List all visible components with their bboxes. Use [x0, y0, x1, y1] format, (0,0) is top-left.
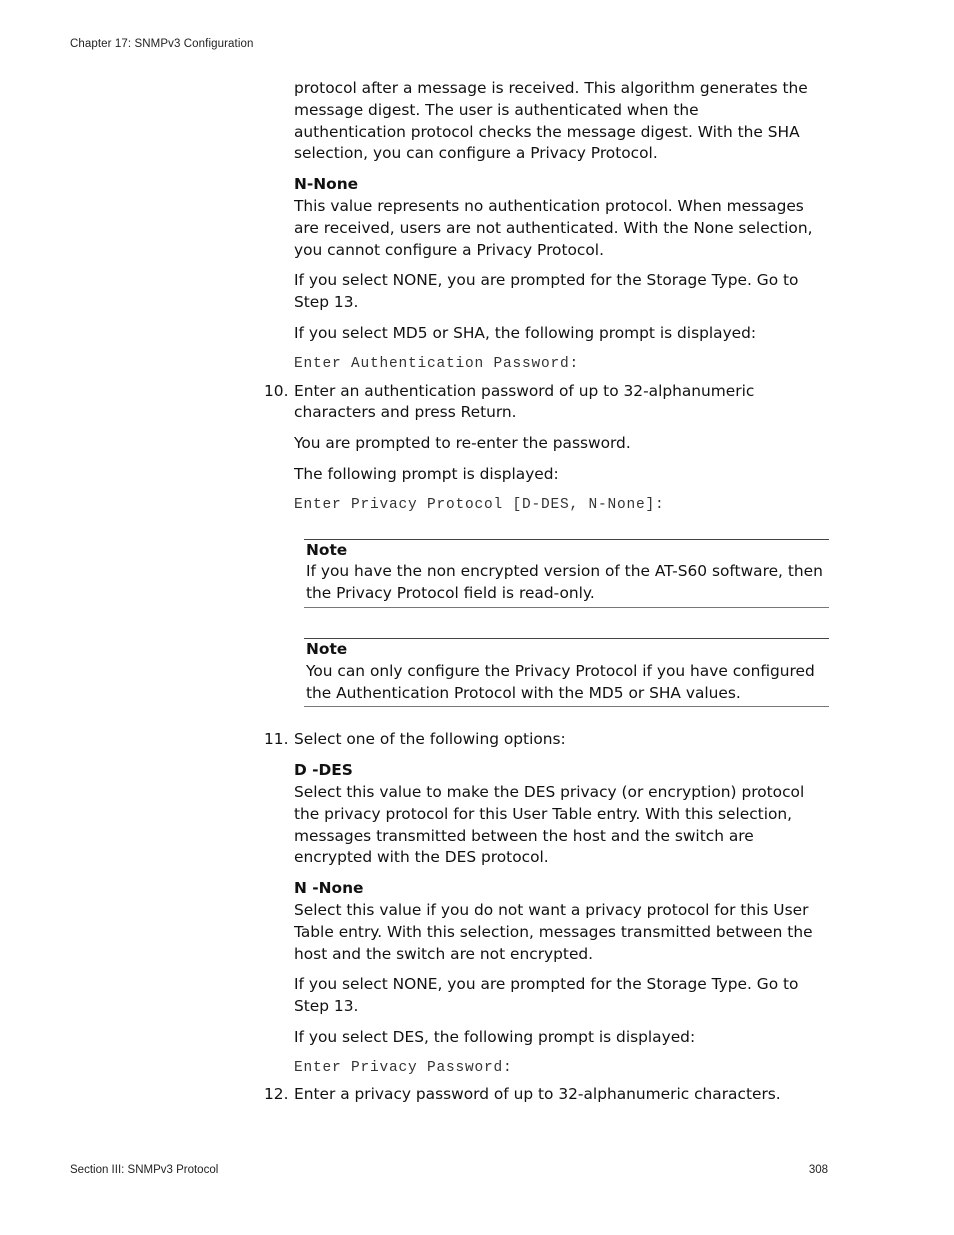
- des-description: Select this value to make the DES privacy (or encryption) protocol the privacy protocol for this User Table entry. With this selection, messages transmitted between the host and the switch are encrypted with the DES protocol.: [294, 782, 805, 867]
- note-box-configure: [304, 638, 829, 707]
- page-body: [264, 78, 823, 1115]
- running-footer-section: Section III: SNMPv3 Protocol: [70, 1164, 219, 1176]
- note-text: If you have the non encrypted version of the AT-S60 software, then the Privacy Protocol field is read-only.: [306, 562, 823, 603]
- if-none-priv-paragraph: If you select NONE, you are prompted for the Storage Type. Go to Step 13.: [294, 975, 799, 1016]
- auth-password-prompt: Enter Authentication Password:: [294, 355, 580, 372]
- note-title: Note: [306, 540, 348, 559]
- if-none-auth-paragraph: If you select NONE, you are prompted for the Storage Type. Go to Step 13.: [294, 271, 799, 312]
- privacy-protocol-prompt: Enter Privacy Protocol [D-DES, N-None]:: [294, 496, 665, 513]
- if-des-paragraph: If you select DES, the following prompt is displayed:: [294, 1027, 696, 1046]
- step-11-text: Select one of the following options:: [294, 730, 566, 749]
- intro-paragraph: protocol after a message is received. This algorithm generates the message digest. The user is authenticated when the authentication protocol checks the message digest. With the SHA selection, you can configure a Privacy Protocol.: [294, 79, 808, 163]
- if-md5-sha-paragraph: If you select MD5 or SHA, the following prompt is displayed:: [294, 323, 757, 342]
- auth-none-term: N-None: [294, 175, 359, 194]
- step-10-number: 10.: [264, 381, 289, 400]
- step-12-text: Enter a privacy password of up to 32-alphanumeric characters.: [294, 1085, 781, 1104]
- note-title: Note: [306, 639, 348, 658]
- step-11-number: 11.: [264, 730, 289, 749]
- auth-none-description: This value represents no authentication protocol. When messages are received, users are not authenticated. With the None selection, you cannot configure a Privacy Protocol.: [294, 196, 813, 259]
- step-11: [264, 729, 814, 751]
- running-header: Chapter 17: SNMPv3 Configuration: [70, 38, 254, 50]
- note-text: You can only configure the Privacy Protocol if you have configured the Authentication Protocol with the MD5 or SHA values.: [306, 661, 815, 702]
- step-12: [264, 1084, 814, 1106]
- priv-none-term: N -None: [294, 879, 364, 898]
- page-number: 308: [808, 1164, 828, 1176]
- following-prompt-paragraph: The following prompt is displayed:: [294, 464, 559, 483]
- priv-none-description: Select this value if you do not want a privacy protocol for this User Table entry. With this selection, messages transmitted between the host and the switch are not encrypted.: [294, 900, 813, 963]
- reenter-paragraph: You are prompted to re-enter the password.: [294, 434, 631, 453]
- note-box-read-only: [304, 539, 829, 608]
- privacy-password-prompt: Enter Privacy Password:: [294, 1059, 513, 1076]
- step-10-text: Enter an authentication password of up to 32-alphanumeric characters and press Return.: [294, 381, 755, 422]
- des-term: D -DES: [294, 761, 353, 780]
- step-12-number: 12.: [264, 1085, 289, 1104]
- step-10: [264, 381, 814, 425]
